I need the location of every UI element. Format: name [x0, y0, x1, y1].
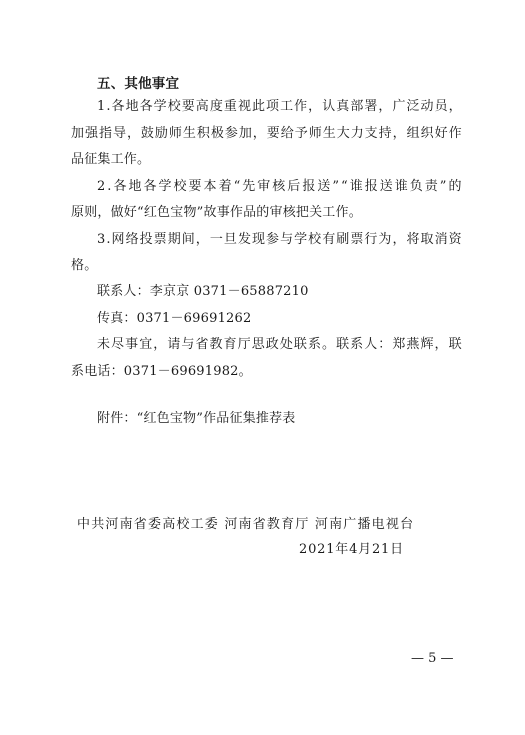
note-line1: 未 尽 事 宜 ， 请 与 省 教 育 厅 思 政 处 联 系 。 联 系 人 ： 郑 燕 辉 ， 联	[97, 337, 462, 352]
issuing-organizations: 中共河南省委高校工委 河南省教育厅 河南广播电视台	[77, 517, 415, 532]
item1-line2: 加 强 指 导 ， 鼓 励 师 生 积 极 参 加 ， 要 给 予 师 生 大 力 支 持 ， 组 织 好 作	[71, 126, 462, 141]
item2-line2: 原则，做好“红色宝物”故事作品的审核把关工作。	[71, 205, 362, 220]
page-number: — 5 —	[411, 651, 454, 666]
item2-line1: 2 . 各 地 各 学 校 要 本 着 “ 先 审 核 后 报 送 ” “ 谁 报 送 谁 负 责 ” 的	[97, 179, 462, 194]
attachment-line: 附件：“红色宝物”作品征集推荐表	[97, 411, 296, 426]
note-line2: 系电话：0371－69691982。	[71, 364, 252, 379]
section-heading: 五、其他事宜	[97, 76, 180, 92]
item1-line1: 1 . 各 地 各 学 校 要 高 度 重 视 此 项 工 作 ， 认 真 部 署 ， 广 泛 动 员 ，	[97, 99, 462, 114]
item1-line3: 品征集工作。	[71, 152, 151, 167]
issue-date: 2021年4月21日	[299, 542, 404, 557]
contact-person: 联系人：李京京 0371－65887210	[97, 284, 309, 299]
fax-number: 传真：0371－69691262	[97, 311, 252, 326]
item3-line2: 格。	[71, 258, 98, 273]
item3-line1: 3 . 网 络 投 票 期 间 ， 一 旦 发 现 参 与 学 校 有 刷 票 行 为 ， 将 取 消 资	[97, 232, 462, 247]
